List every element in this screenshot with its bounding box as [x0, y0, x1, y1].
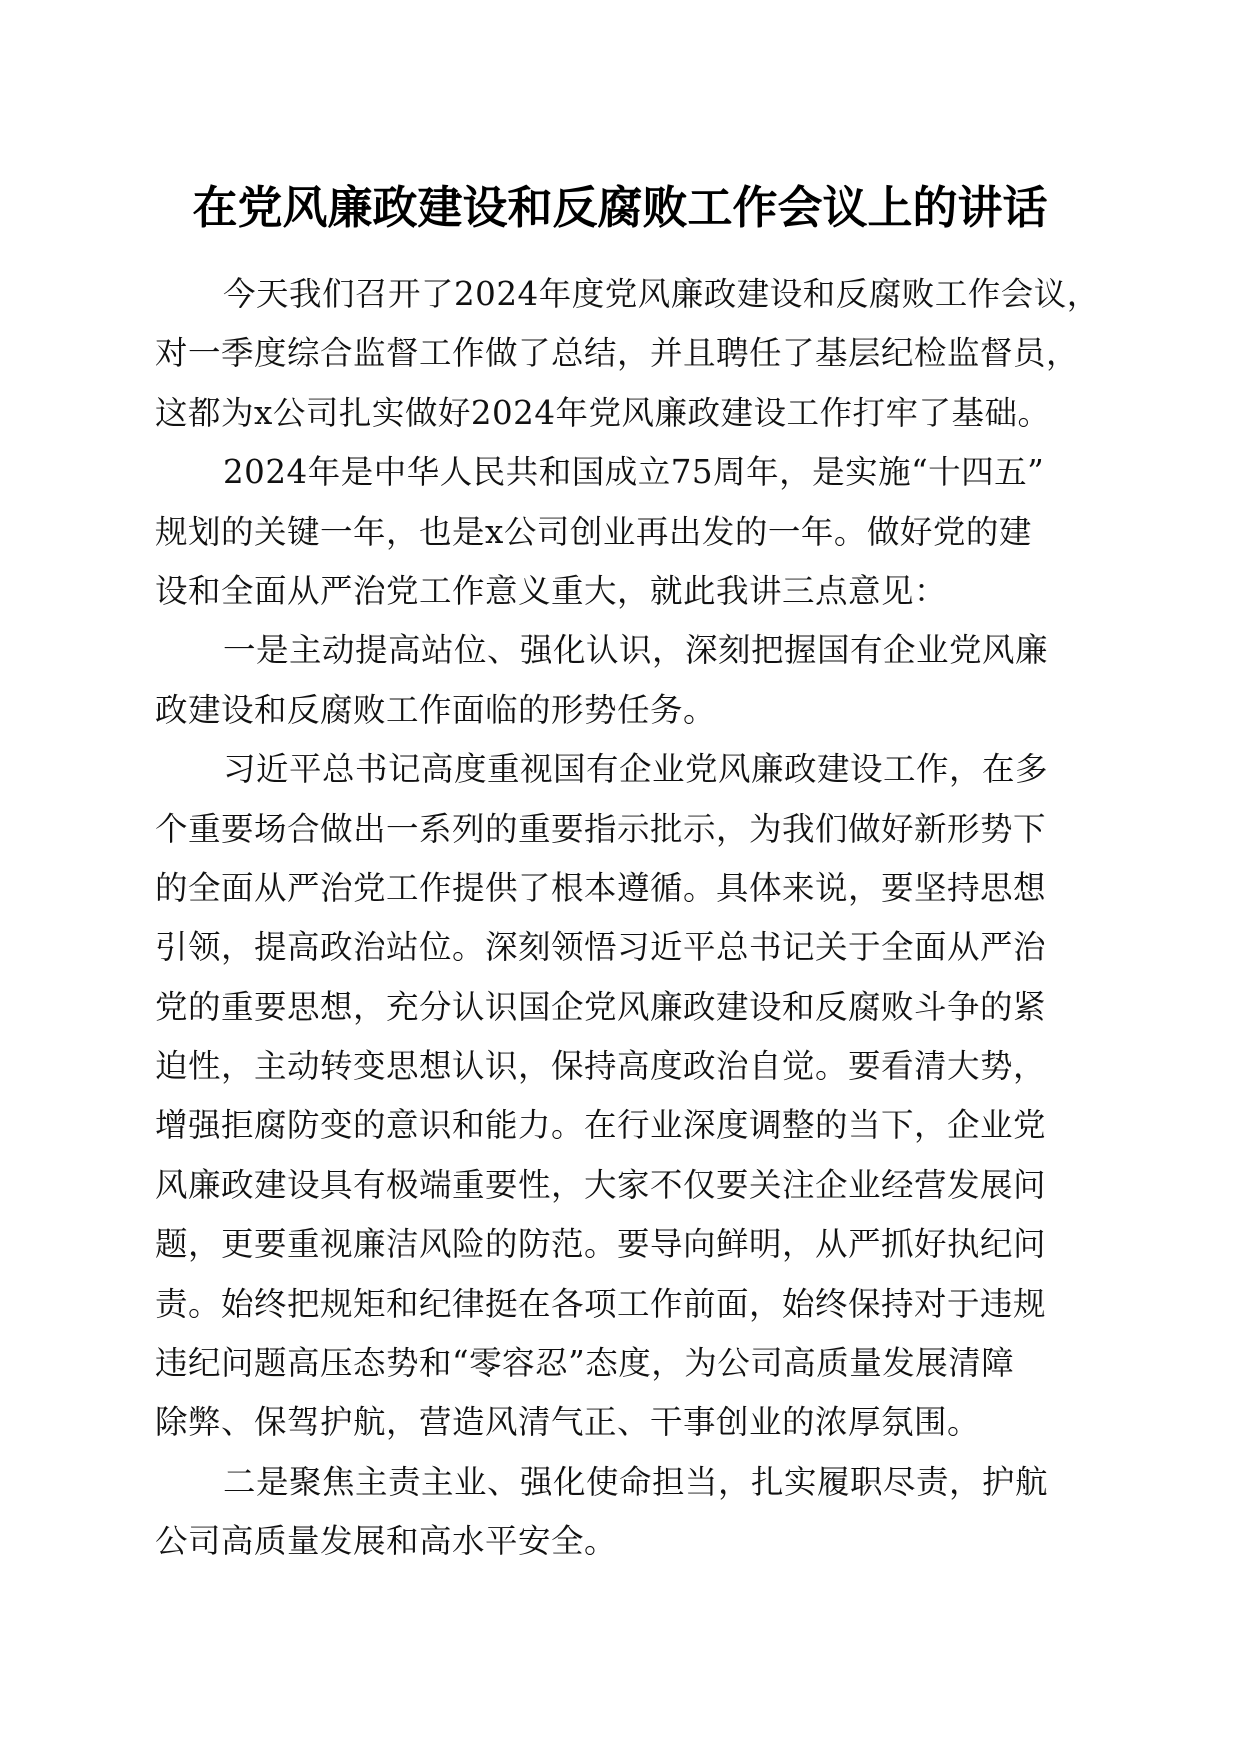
document-body [155, 265, 1100, 1572]
body-line: 题，更要重视廉洁风险的防范。要导向鲜明，从严抓好执纪问 [155, 1225, 1047, 1264]
body-line: 党的重要思想，充分认识国企党风廉政建设和反腐败斗争的紧 [155, 987, 1047, 1026]
body-line: 政建设和反腐败工作面临的形势任务。 [155, 690, 717, 729]
body-line: 责。始终把规矩和纪律挺在各项工作前面，始终保持对于违规 [155, 1284, 1047, 1323]
body-line: 设和全面从严治党工作意义重大，就此我讲三点意见： [155, 571, 948, 610]
body-line: 今天我们召开了2024年度党风廉政建设和反腐败工作会议， [223, 275, 1100, 313]
body-line: 除弊、保驾护航，营造风清气正、干事创业的浓厚氛围。 [155, 1403, 981, 1442]
body-line: 对一季度综合监督工作做了总结，并且聘任了基层纪检监督员， [155, 334, 1080, 373]
body-line: 公司高质量发展和高水平安全。 [155, 1522, 618, 1561]
body-line: 的全面从严治党工作提供了根本遵循。具体来说，要坚持思想 [155, 868, 1047, 907]
document-title: 在党风廉政建设和反腐败工作会议上的讲话 [192, 181, 1048, 234]
body-line: 2024年是中华人民共和国成立75周年，是实施“十四五” [223, 453, 1045, 492]
body-line: 二是聚焦主责主业、强化使命担当，扎实履职尽责，护航 [223, 1462, 1049, 1501]
body-line: 迫性，主动转变思想认识，保持高度政治自觉。要看清大势， [155, 1047, 1047, 1086]
body-line: 习近平总书记高度重视国有企业党风廉政建设工作，在多 [223, 750, 1049, 789]
body-line: 这都为x公司扎实做好2024年党风廉政建设工作打牢了基础。 [155, 393, 1051, 432]
body-line: 增强拒腐防变的意识和能力。在行业深度调整的当下，企业党 [155, 1106, 1047, 1145]
body-line: 规划的关键一年，也是x公司创业再出发的一年。做好党的建 [155, 512, 1032, 551]
body-line: 违纪问题高压态势和“零容忍”态度，为公司高质量发展清障 [155, 1344, 1015, 1383]
body-line: 一是主动提高站位、强化认识，深刻把握国有企业党风廉 [223, 631, 1049, 670]
body-line: 个重要场合做出一系列的重要指示批示，为我们做好新形势下 [155, 809, 1047, 848]
body-line: 风廉政建设具有极端重要性，大家不仅要关注企业经营发展问 [155, 1165, 1047, 1204]
body-line: 引领，提高政治站位。深刻领悟习近平总书记关于全面从严治 [155, 928, 1047, 967]
